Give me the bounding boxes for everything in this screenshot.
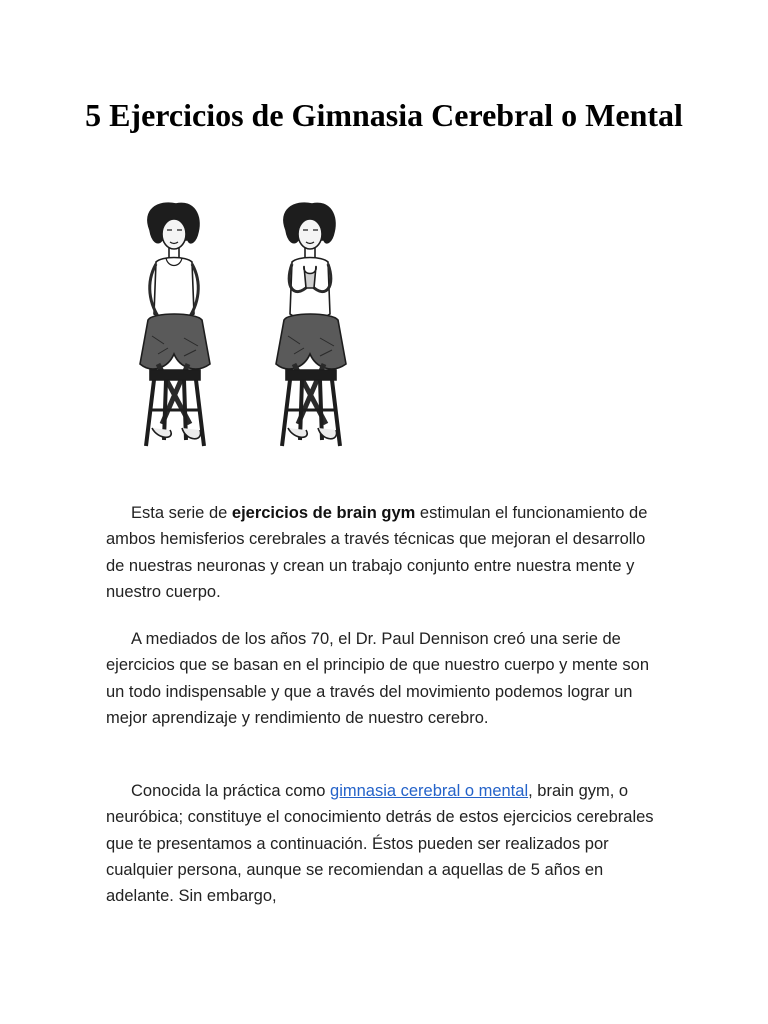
- brain-gym-bold-term: ejercicios de brain gym: [231, 504, 416, 522]
- figure-right: [276, 203, 346, 446]
- paragraph-intro-rest: estimulan el funcionamiento de ambos hemisferios cerebrales a través técnicas que mejoran el desarrollo de nuestras neuronas y crean un trabajo conjunto entre nuestra mente y nuestro cuerpo.: [106, 504, 648, 601]
- figure-left: [140, 203, 210, 446]
- paragraph-intro: [106, 500, 666, 605]
- paragraph-intro-lead: Esta serie de: [131, 504, 232, 522]
- paragraph-practice: [106, 778, 666, 909]
- seated-figures-illustration: [122, 196, 382, 480]
- paragraph-practice-lead: Conocida la práctica como: [131, 782, 331, 800]
- paragraph-practice-rest: , brain gym, o neuróbica; constituye el conocimiento detrás de estos ejercicios cerebrales que te presentamos a continuación. Éstos pueden ser realizados por cualquier persona, aunque se recomiendan a aquellas de 5 años en adelante. Sin embargo,: [106, 782, 654, 906]
- paragraph-history-text: A mediados de los años 70, el Dr. Paul Dennison creó una serie de ejercicios que se basan en el principio de que nuestro cuerpo y mente son un todo indispensable y que a través del movimiento podemos lograr un mejor aprendizaje y rendimiento de nuestro cerebro.: [106, 630, 650, 727]
- paragraph-history: [106, 626, 666, 731]
- gimnasia-cerebral-link[interactable]: gimnasia cerebral o mental: [330, 782, 529, 800]
- page-title: 5 Ejercicios de Gimnasia Cerebral o Mental: [85, 97, 683, 133]
